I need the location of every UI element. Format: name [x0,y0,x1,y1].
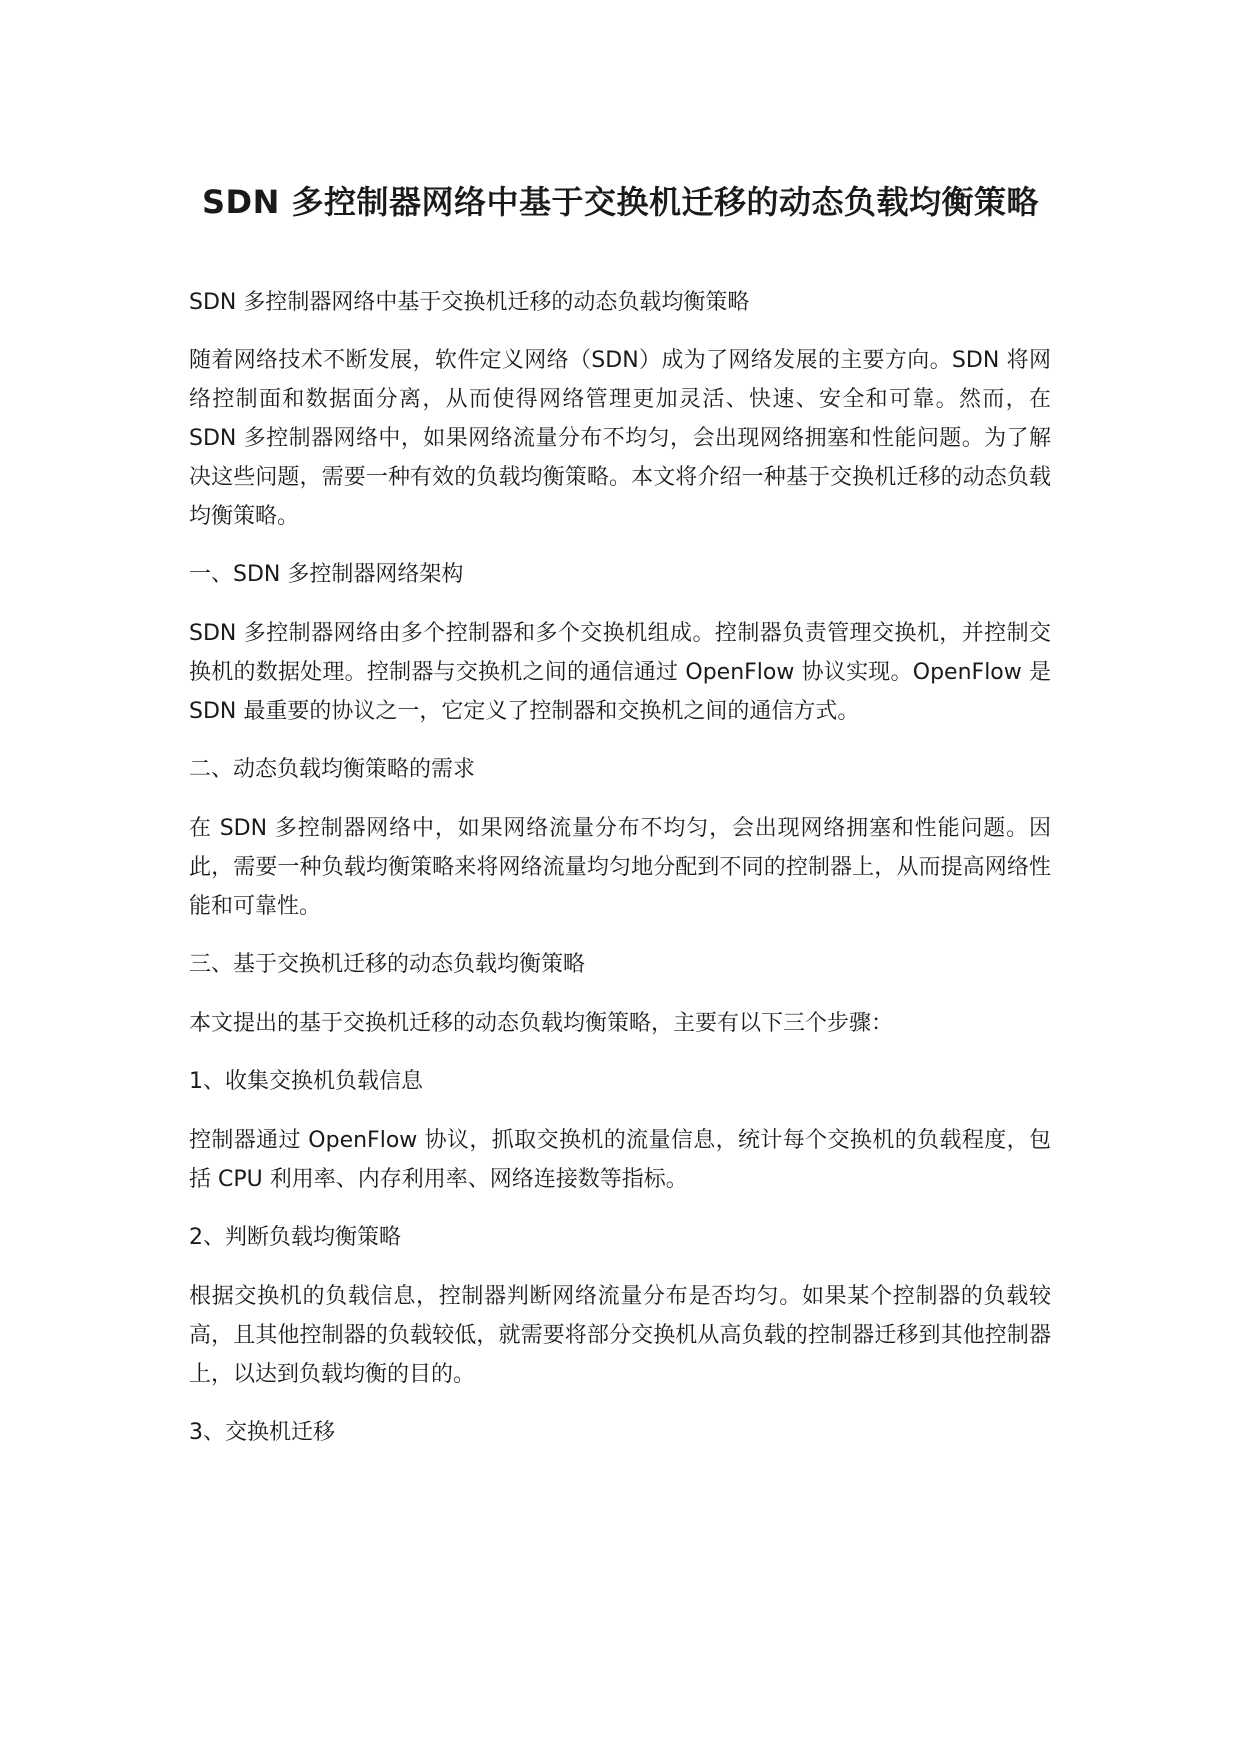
strategy-intro-paragraph: 本文提出的基于交换机迁移的动态负载均衡策略，主要有以下三个步骤： [189,1011,894,1036]
section-heading-architecture: 一、SDN 多控制器网络架构 [189,562,464,587]
section-heading-strategy: 三、基于交换机迁移的动态负载均衡策略 [189,952,586,977]
step-heading-judge: 2、判断负载均衡策略 [189,1225,401,1250]
step-heading-migrate: 3、交换机迁移 [189,1420,335,1445]
subtitle-paragraph: SDN 多控制器网络中基于交换机迁移的动态负载均衡策略 [189,290,750,315]
architecture-paragraph: SDN 多控制器网络由多个控制器和多个交换机组成。控制器负责管理交换机，并控制交换机的数据处理。控制器与交换机之间的通信通过 OpenFlow 协议实现。OpenFlow 是 SDN 最重要的协议之一，它定义了控制器和交换机之间的通信方式。 [189,621,1051,724]
document-body [189,283,1051,1472]
step-judge-paragraph: 根据交换机的负载信息，控制器判断网络流量分布是否均匀。如果某个控制器的负载较高，且其他控制器的负载较低，就需要将部分交换机从高负载的控制器迁移到其他控制器上，以达到负载均衡的目的。 [189,1284,1051,1387]
intro-paragraph: 随着网络技术不断发展，软件定义网络（SDN）成为了网络发展的主要方向。SDN 将网络控制面和数据面分离，从而使得网络管理更加灵活、快速、安全和可靠。然而，在 SDN 多控制器网络中，如果网络流量分布不均匀，会出现网络拥塞和性能问题。为了解决这些问题，需要一种有效的负载均衡策略。本文将介绍一种基于交换机迁移的动态负载均衡策略。 [189,348,1051,529]
requirements-paragraph: 在 SDN 多控制器网络中，如果网络流量分布不均匀，会出现网络拥塞和性能问题。因此，需要一种负载均衡策略来将网络流量均匀地分配到不同的控制器上，从而提高网络性能和可靠性。 [189,816,1051,919]
step-heading-collect: 1、收集交换机负载信息 [189,1069,423,1094]
document-title: SDN 多控制器网络中基于交换机迁移的动态负载均衡策略 [201,183,1040,221]
section-heading-requirements: 二、动态负载均衡策略的需求 [189,757,476,782]
step-collect-paragraph: 控制器通过 OpenFlow 协议，抓取交换机的流量信息，统计每个交换机的负载程度，包括 CPU 利用率、内存利用率、网络连接数等指标。 [189,1128,1051,1192]
